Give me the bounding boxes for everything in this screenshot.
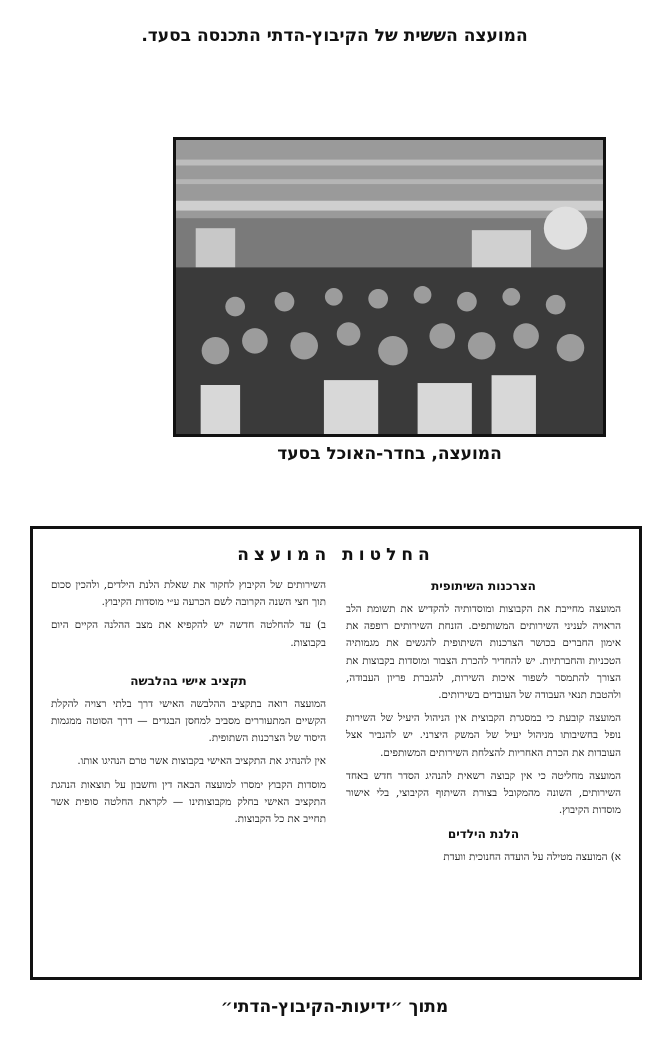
meeting-photo	[173, 137, 606, 437]
paragraph: מוסדות הקבוץ ימסרו למועצה הבאה דין וחשבון על תוצאות הנהגת התקציב האישי בחלק מקבוצותינו — לקראת החלטה סופית אשר תחייב את כל הקבוצות.	[51, 778, 326, 826]
section-heading: הלנת הילדים	[447, 827, 520, 842]
article-title: החלטות המועצה	[237, 545, 435, 565]
paragraph: המועצה מחייבת את הקבוצות ומוסדותיה להקדיש את תשומת הלב הראויה לעניני השירותים המשותפים. הזנחת השירותים רופפה את אימון החברים בכושר הצרכנות השיתופית להגשים את מגמותיה הטכניות והחברתיות. יש להחדיר להכרת הצבור ומוסדות בקבוצות את הצורך להתמסר לשפור איכות השירות, להגברת פריון העבודה, ולהטבת תנאי העבודה של העובדים בשירותים.	[346, 603, 621, 702]
section-heading: הצרכנות השיתופית	[431, 579, 536, 593]
paragraph: ב) עד להחלטה חדשה יש להקפיא את מצב ההלנה הקיים היום בקבוצות.	[51, 619, 326, 649]
photo-caption: המועצה, בחדר-האוכל בסעד	[277, 444, 502, 464]
meeting-photo-icon	[176, 140, 603, 434]
section-heading: תקציב אישי בהלבשה	[130, 673, 247, 688]
article-box	[30, 526, 642, 980]
paragraph: א) המועצה מטילה על הועדה החנוכית וועדת	[443, 851, 621, 864]
paragraph: אין להנהיג את התקציב האישי בקבוצות אשר טרם הנהיגו אותו.	[77, 755, 326, 768]
page-headline: המועצה הששית של הקיבוץ-הדתי התכנסה בסעד.	[141, 26, 528, 46]
right-column	[346, 577, 621, 873]
paragraph: המועצה רואה בתקציב ההלבשה האישי דרך בלתי רצויה להקלת הקשיים המתעוררים מסביב למחסן הבגדים — דרך הסוטה ממגמות היסוד של הצרכנות השתופית.	[51, 697, 326, 745]
source-credit: מתוך ״ידיעות-הקיבוץ-הדתי״	[220, 997, 449, 1017]
left-column	[51, 577, 326, 873]
paragraph: המועצה קובעת כי במסגרת הקבוצית אין הניהול היעיל של השירות נופל בחשיבותו מניהול יעיל של המשק היצרני. יש להגביר אצל העובדות את הכרת האחריות להצלחת השירותים המשותפים.	[346, 712, 621, 759]
paragraph: השירותים של הקיבוץ לחקור את שאלת הלנת הילדים, ולהכין סכום תוך חצי השנה הקרובה לשם הכרעה ע״י מוסדות הקיבוץ.	[51, 579, 326, 609]
paragraph: המועצה מחליטה כי אין קבוצה רשאית להנהיג הסדר חדש באחד השירותים, השונה מהמקובל בצורת השיתוף הקיבוצי, בלי אישור מוסדות הקיבוץ.	[346, 769, 621, 817]
